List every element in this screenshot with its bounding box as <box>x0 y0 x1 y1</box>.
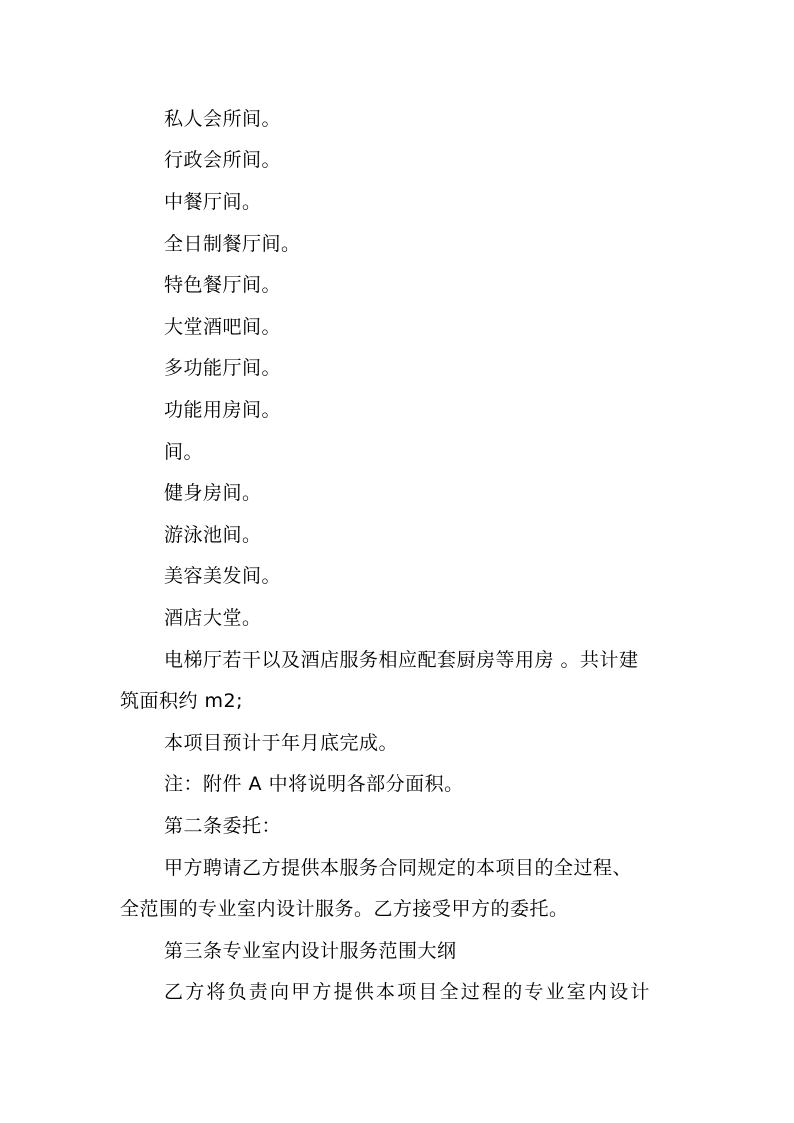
text-line: 功能用房间。 <box>164 399 282 421</box>
text-line: 游泳池间。 <box>164 524 262 546</box>
text-line: 多功能厅间。 <box>164 357 282 379</box>
text-line: 间。 <box>164 441 204 463</box>
text-line: 电梯厅若干以及酒店服务相应配套厨房等用房 。共计建 <box>164 649 639 671</box>
text-line: 美容美发间。 <box>164 565 282 587</box>
text-line: 注：附件 A 中将说明各部分面积。 <box>164 773 464 795</box>
text-line: 酒店大堂。 <box>164 607 262 629</box>
text-line: 全范围的专业室内设计服务。乙方接受甲方的委托。 <box>120 898 569 920</box>
section-heading: 第三条专业室内设计服务范围大纲 <box>164 940 457 962</box>
section-heading: 第二条委托： <box>164 815 282 837</box>
text-line: 大堂酒吧间。 <box>164 316 282 338</box>
text-line: 乙方将负责向甲方提供本项目全过程的专业室内设计 <box>164 981 652 1003</box>
text-line: 全日制餐厅间。 <box>164 233 301 255</box>
text-line: 本项目预计于年月底完成。 <box>164 732 399 754</box>
text-line: 筑面积约 m2; <box>120 690 244 712</box>
text-line: 中餐厅间。 <box>164 191 262 213</box>
text-line: 特色餐厅间。 <box>164 274 282 296</box>
text-line: 行政会所间。 <box>164 149 282 171</box>
text-line: 甲方聘请乙方提供本服务合同规定的本项目的全过程、 <box>164 857 633 879</box>
text-line: 健身房间。 <box>164 482 262 504</box>
text-line: 私人会所间。 <box>164 108 282 130</box>
